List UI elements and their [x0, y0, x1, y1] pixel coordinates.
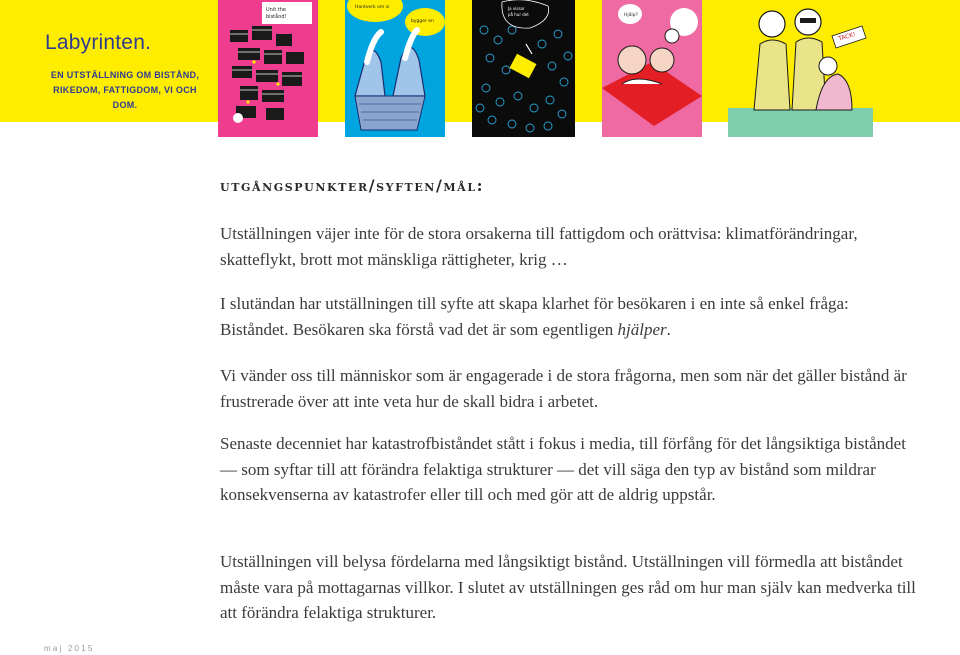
svg-text:Ja vissar: Ja vissar: [508, 6, 525, 11]
paragraph-purpose-end: .: [666, 319, 671, 339]
brand-subtitle: EN UTSTÄLLNING OM BISTÅND, RIKEDOM, FATTIGDOM, VI OCH DOM.: [50, 70, 200, 110]
family-poster: [602, 0, 702, 137]
paragraph-decade: Senaste decenniet har katastrofbiståndet stått i fokus i media, till förfång för det långsiktiga biståndet — som syftar till att förändra felaktiga strukturer — det vill säga den typ av bistånd som mildrar konsekvenserna av katastrofer eller till och med gör att de aldrig uppstår.: [220, 434, 906, 504]
section-heading: utgångspunkter/syften/mål:: [220, 176, 485, 195]
paragraph-causes: Utställningen väjer inte för de stora orsakerna till fattigdom och orättvisa: klimatförändringar, skatteflykt, brott mot mänskliga rättigheter, krig …: [220, 224, 858, 269]
footer-date: maj 2015: [44, 644, 95, 653]
svg-text:Unit the: Unit the: [266, 7, 286, 13]
brand-title: Labyrinten.: [45, 31, 152, 54]
figures-illustration: [345, 0, 445, 137]
paragraph-purpose-text: I slutändan har utställningen till syfte att skapa klarhet för besökaren i en inte så enkel fråga: Biståndet. Besökaren ska förstå vad det är som egentligen: [220, 294, 849, 339]
paragraph-purpose: [220, 291, 920, 342]
pattern-illustration: [472, 0, 575, 137]
svg-text:TACK!: TACK!: [837, 30, 857, 43]
people-illustration: [728, 0, 873, 137]
pattern-poster: [472, 0, 575, 137]
svg-text:Hantverk om vi: Hantverk om vi: [355, 5, 390, 10]
paragraph-audience: Vi vänder oss till människor som är engagerade i de stora frågorna, men som när det gäller bistånd är frustrerade över att inte veta hur de skall bidra i arbetet.: [220, 366, 907, 411]
maze-poster: [218, 0, 318, 137]
svg-text:bistånd!: bistånd!: [266, 14, 287, 20]
svg-text:på hur det: på hur det: [508, 12, 529, 17]
people-poster: [728, 0, 873, 137]
figures-poster: [345, 0, 445, 137]
emphasis-word: hjälper: [617, 319, 667, 339]
svg-text:bygger en: bygger en: [411, 19, 434, 24]
paragraph-goal: Utställningen vill belysa fördelarna med långsiktigt bistånd. Utställningen vill förmedla att biståndet måste vara på mottagarnas villkor. I slutet av utställningen ges råd om hur man själv kan medverka till att förändra felaktiga strukturer.: [220, 552, 916, 622]
family-illustration: [602, 0, 702, 137]
svg-text:Hjälp?: Hjälp?: [624, 13, 638, 18]
maze-illustration: [218, 0, 318, 137]
